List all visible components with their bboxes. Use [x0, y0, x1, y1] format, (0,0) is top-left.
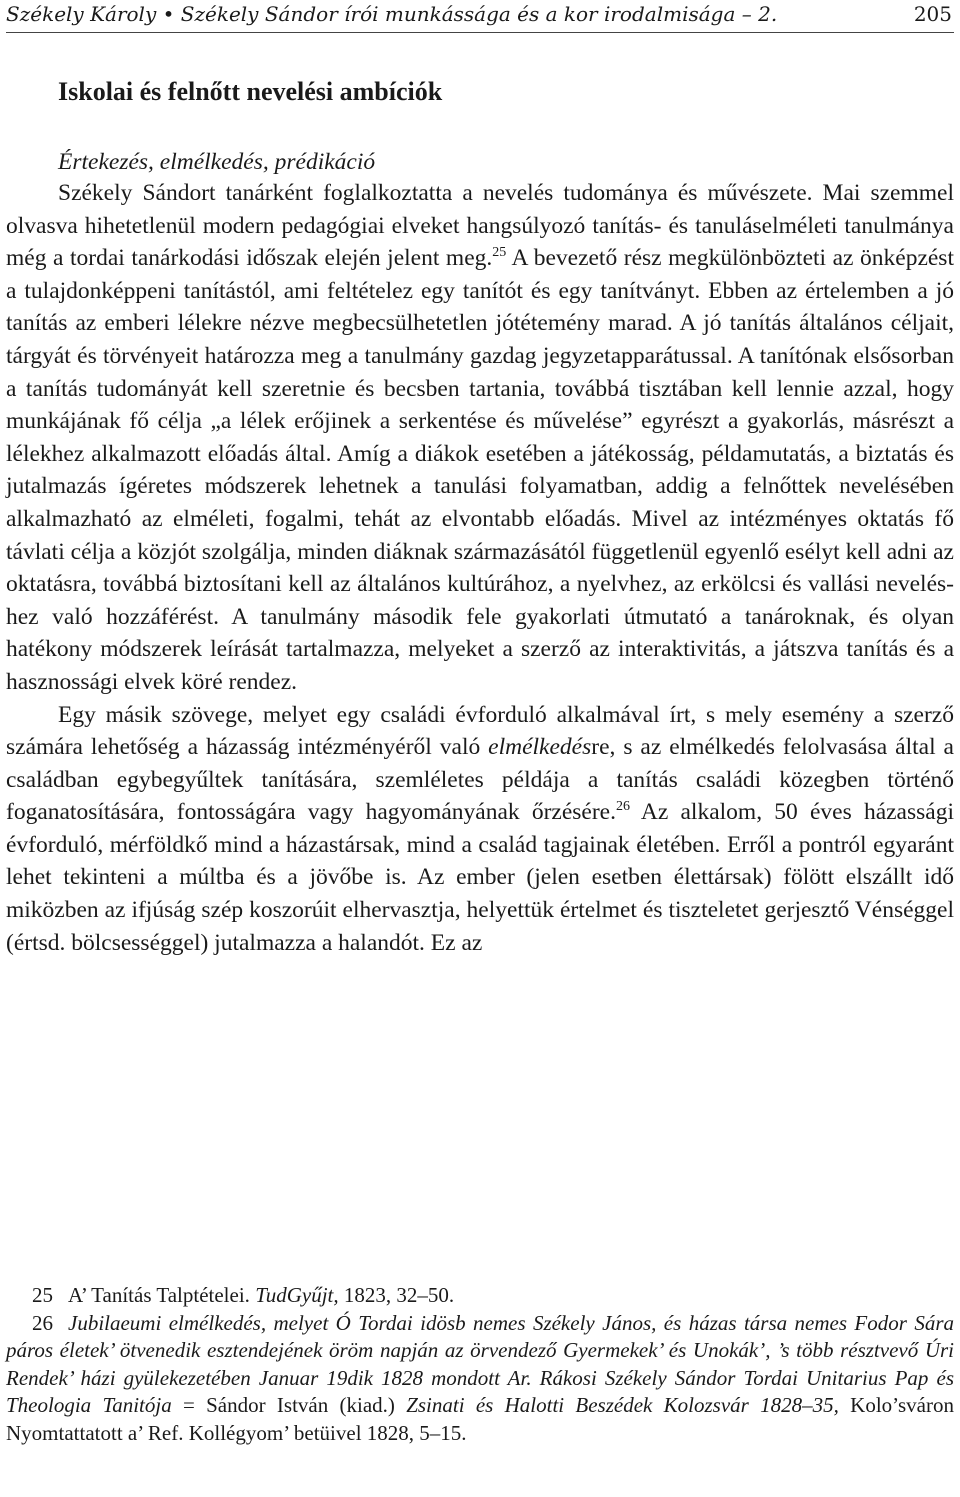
paragraph-text: A bevezető rész megkülönbözteti az önképzést a tulajdonképpeni tanítástól, ami feltételez egy tanítót és egy tanítványt. Ebben az értelemben a jó tanítás az emberi lélekre nézve megbecsülhetetlen jótétemény marad. A jó tanítás általános céljait, tárgyát és törvényeit határozza meg a tanulmány gazdag jegyzetapparátussal. A tanítónak elsősorban a tanítás tudományát kell szeretnie és becsben tartania, továbbá tisztában kell lennie azzal, hogy munkájának fő célja „a lélek erőjinek a serkentése és művelése” egyrészt a gyakorlás, másrészt a lélekhez alkalmazott előadás által. Amíg a diákok esetében a játékosság, példamutatás, a biztatás és jutalmazás ígéretes módszerek lehetnek a tanulási folyamatban, addig a felnőttek nevelésében alkalmazható az elméleti, fogalmi, tehát az elvontabb előadás. Mivel az intézményes oktatás fő távlati célja a közjót szolgálja, minden diáknak származásától függetlenül egyenlő esélyt kell adni az oktatásra, továbbá biztosítani kell az általános kultúrához, a nyelvhez, az erkölcsi és vallási neveléshez való hozzáférést. A tanulmány második fele gyakorlati útmutató a tanároknak, és olyan hatékony módszerek leírását tartalmazza, melyeket a szerző az interaktivitás, a játszva tanítás és a hasznossági elvek köré rendez. — [6, 245, 954, 695]
paragraph — [6, 177, 954, 699]
paragraph-text: Székely Sándort tanárként foglalkoztatta a nevelés tudománya és művészete. Mai szemmel olvasva hihetetlenül modern pedagógiai elveket hangsúlyozó tanítás- és tanuláselméleti tanulmánya még a tordai tanárkodási időszak elején jelent meg. — [6, 180, 954, 272]
paragraph-text: Egy másik szövege, melyet egy családi évforduló alkalmával írt, s mely esemény a szerző számára lehetőség a házasság intézményéről való — [6, 701, 954, 761]
footnote-italic: Jubilaeumi elmélkedés, melyet Ó Tordai idösb nemes Székely János, és házas társa nemes Fodor Sára páros életek’ ötvenedik esztendejének öröm napján az örvendező Gyermekek’ és Unokák’, ’s több résztvevő Úri Rendek’ házi gyülekezetében Januar 19dik 1828 mondott Ar. Rákosi Székely Sándor Tordai Unitarius Pap és Theologia Tanitója — [6, 1310, 954, 1418]
running-head — [6, 0, 954, 33]
footnote-text: 1823, 32–50. — [338, 1283, 455, 1307]
footnote — [6, 1310, 954, 1448]
page — [6, 0, 954, 1445]
body-text — [6, 177, 954, 959]
section-heading: Iskolai és felnőtt nevelési ambíciók — [58, 77, 443, 106]
paragraph-text: re, s az elmélkedés felolvasása által a családban egybegyűltek tanítására, szemléletes példája a tanítás családi közegben történő foganatosítására, fontosságára vagy hagyományának őrzésére. — [6, 734, 954, 826]
paragraph-text: Az alkalom, 50 éves házassági évforduló, mérföldkő mind a házastársak, mind a család tagjainak életében. Erről a pontról egyaránt lehet tekinteni a múltba és a jövőbe is. Az ember (jelen esetben élettársak) fölött elszállt idő miközben az ifjúság szép koszorúit elhervasztja, helyettük értelmet és tiszteletet gerjesztő Vénséggel (értsd. bölcsességgel) jutalmazza a halandót. Ez az — [6, 799, 954, 956]
footnotes — [6, 1282, 954, 1448]
paragraph — [6, 699, 954, 960]
page-number: 205 — [913, 2, 952, 26]
footnote-text: Kolo’sváron Nyomtattatott a’ Ref. Kollégyom’ betüivel 1828, 5–15. — [6, 1393, 954, 1445]
footnote-text: = Sándor István (kiad.) — [171, 1393, 407, 1418]
footnote-italic: Zsinati és Halotti Beszédek Kolozsvár 1828–35, — [406, 1393, 839, 1418]
footnote-number: 26 — [32, 1310, 53, 1335]
footnote-reference[interactable]: 25 — [492, 245, 507, 261]
footnote-italic: TudGyűjt, — [255, 1283, 339, 1307]
emphasis: elmélkedés — [488, 734, 592, 761]
running-head-title: Székely Károly • Székely Sándor írói munkássága és a kor irodalmisága – 2. — [6, 2, 778, 26]
footnote-number: 25 — [32, 1283, 53, 1307]
footnote — [6, 1282, 954, 1310]
section-subheading: Értekezés, elmélkedés, prédikáció — [58, 149, 376, 175]
footnote-text: A’ Tanítás Talptételei. — [68, 1283, 256, 1307]
footnote-reference[interactable]: 26 — [615, 799, 630, 815]
